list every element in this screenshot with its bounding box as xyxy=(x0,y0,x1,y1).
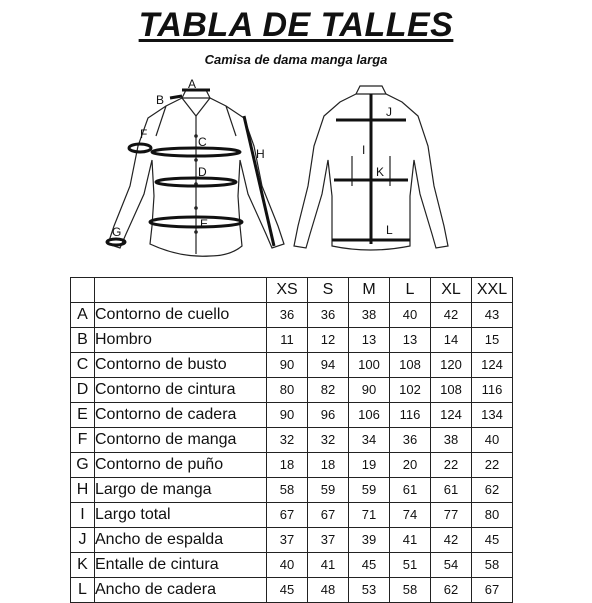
size-value-cell: 37 xyxy=(308,528,349,553)
size-value-cell: 34 xyxy=(349,428,390,453)
size-value-cell: 41 xyxy=(308,553,349,578)
size-header: XS xyxy=(267,278,308,303)
measurement-label: Entalle de cintura xyxy=(95,553,267,578)
measurement-label: Contorno de manga xyxy=(95,428,267,453)
measurement-label: Hombro xyxy=(95,328,267,353)
size-header: M xyxy=(349,278,390,303)
size-value-cell: 48 xyxy=(308,578,349,603)
size-value-cell: 90 xyxy=(267,403,308,428)
page-subtitle: Camisa de dama manga larga xyxy=(204,52,388,67)
size-header: S xyxy=(308,278,349,303)
size-value-cell: 15 xyxy=(472,328,513,353)
measurement-label: Largo total xyxy=(95,503,267,528)
measurement-label: Ancho de cadera xyxy=(95,578,267,603)
size-value-cell: 39 xyxy=(349,528,390,553)
back-measure-lines xyxy=(332,94,410,244)
front-letter-g: G xyxy=(112,225,122,239)
size-value-cell: 36 xyxy=(267,303,308,328)
table-row xyxy=(71,378,513,403)
table-row xyxy=(71,453,513,478)
size-header: XL xyxy=(431,278,472,303)
table-row xyxy=(71,578,513,603)
size-value-cell: 96 xyxy=(308,403,349,428)
size-value-cell: 58 xyxy=(390,578,431,603)
row-letter: D xyxy=(71,378,95,403)
size-value-cell: 102 xyxy=(390,378,431,403)
row-letter: G xyxy=(71,453,95,478)
size-value-cell: 100 xyxy=(349,353,390,378)
size-value-cell: 94 xyxy=(308,353,349,378)
size-value-cell: 59 xyxy=(349,478,390,503)
row-letter: C xyxy=(71,353,95,378)
size-value-cell: 51 xyxy=(390,553,431,578)
table-row xyxy=(71,353,513,378)
measurement-label: Contorno de cintura xyxy=(95,378,267,403)
size-table-body xyxy=(71,303,513,603)
size-value-cell: 11 xyxy=(267,328,308,353)
table-row xyxy=(71,503,513,528)
measurement-label: Largo de manga xyxy=(95,478,267,503)
size-value-cell: 67 xyxy=(308,503,349,528)
size-value-cell: 18 xyxy=(308,453,349,478)
size-table xyxy=(70,277,513,603)
size-value-cell: 37 xyxy=(267,528,308,553)
size-value-cell: 38 xyxy=(431,428,472,453)
size-value-cell: 74 xyxy=(390,503,431,528)
front-letter-e: E xyxy=(200,217,209,231)
size-value-cell: 58 xyxy=(472,553,513,578)
size-value-cell: 106 xyxy=(349,403,390,428)
size-value-cell: 14 xyxy=(431,328,472,353)
page-title-text: TABLA DE TALLES xyxy=(138,6,454,44)
size-value-cell: 19 xyxy=(349,453,390,478)
size-value-cell: 90 xyxy=(267,353,308,378)
size-value-cell: 62 xyxy=(431,578,472,603)
back-letter-j: J xyxy=(386,105,392,119)
measurement-label: Contorno de cadera xyxy=(95,403,267,428)
size-value-cell: 18 xyxy=(267,453,308,478)
size-value-cell: 90 xyxy=(349,378,390,403)
size-value-cell: 108 xyxy=(431,378,472,403)
size-value-cell: 82 xyxy=(308,378,349,403)
row-letter: L xyxy=(71,578,95,603)
back-letter-i: I xyxy=(362,143,366,157)
table-row xyxy=(71,328,513,353)
size-value-cell: 22 xyxy=(472,453,513,478)
front-letter-h: H xyxy=(256,147,265,161)
table-row xyxy=(71,303,513,328)
measurement-label: Contorno de puño xyxy=(95,453,267,478)
measurement-label: Contorno de cuello xyxy=(95,303,267,328)
size-value-cell: 67 xyxy=(472,578,513,603)
measurement-label: Ancho de espalda xyxy=(95,528,267,553)
size-value-cell: 12 xyxy=(308,328,349,353)
back-letter-k: K xyxy=(376,165,385,179)
size-value-cell: 77 xyxy=(431,503,472,528)
row-letter: B xyxy=(71,328,95,353)
size-value-cell: 40 xyxy=(472,428,513,453)
front-letter-b: B xyxy=(156,93,165,107)
size-value-cell: 41 xyxy=(390,528,431,553)
size-value-cell: 42 xyxy=(431,303,472,328)
size-value-cell: 62 xyxy=(472,478,513,503)
size-value-cell: 116 xyxy=(472,378,513,403)
size-value-cell: 32 xyxy=(267,428,308,453)
row-letter: J xyxy=(71,528,95,553)
size-value-cell: 54 xyxy=(431,553,472,578)
size-value-cell: 36 xyxy=(308,303,349,328)
measurement-label: Contorno de busto xyxy=(95,353,267,378)
size-value-cell: 124 xyxy=(431,403,472,428)
front-measure-lines xyxy=(107,90,274,246)
page-title xyxy=(0,6,592,45)
size-value-cell: 108 xyxy=(390,353,431,378)
row-letter: E xyxy=(71,403,95,428)
row-letter: K xyxy=(71,553,95,578)
size-value-cell: 71 xyxy=(349,503,390,528)
size-header: L xyxy=(390,278,431,303)
size-value-cell: 22 xyxy=(431,453,472,478)
size-value-cell: 40 xyxy=(267,553,308,578)
header-blank-label xyxy=(95,278,267,303)
header-blank-letter xyxy=(71,278,95,303)
front-letter-c: C xyxy=(198,135,207,149)
size-value-cell: 13 xyxy=(390,328,431,353)
size-value-cell: 134 xyxy=(472,403,513,428)
size-value-cell: 61 xyxy=(431,478,472,503)
size-value-cell: 124 xyxy=(472,353,513,378)
size-value-cell: 45 xyxy=(267,578,308,603)
size-value-cell: 20 xyxy=(390,453,431,478)
back-letter-l: L xyxy=(386,223,393,237)
size-value-cell: 116 xyxy=(390,403,431,428)
table-row xyxy=(71,478,513,503)
table-row xyxy=(71,428,513,453)
size-value-cell: 32 xyxy=(308,428,349,453)
front-letter-a: A xyxy=(188,77,197,91)
row-letter: I xyxy=(71,503,95,528)
size-value-cell: 80 xyxy=(472,503,513,528)
size-value-cell: 58 xyxy=(267,478,308,503)
size-value-cell: 13 xyxy=(349,328,390,353)
front-letter-f: F xyxy=(140,127,148,141)
row-letter: H xyxy=(71,478,95,503)
row-letter: F xyxy=(71,428,95,453)
size-value-cell: 61 xyxy=(390,478,431,503)
size-value-cell: 53 xyxy=(349,578,390,603)
size-value-cell: 59 xyxy=(308,478,349,503)
size-value-cell: 42 xyxy=(431,528,472,553)
size-value-cell: 36 xyxy=(390,428,431,453)
size-value-cell: 45 xyxy=(349,553,390,578)
size-value-cell: 40 xyxy=(390,303,431,328)
size-value-cell: 80 xyxy=(267,378,308,403)
table-row xyxy=(71,553,513,578)
size-header-row xyxy=(71,278,513,303)
row-letter: A xyxy=(71,303,95,328)
size-value-cell: 120 xyxy=(431,353,472,378)
table-row xyxy=(71,403,513,428)
table-row xyxy=(71,528,513,553)
size-value-cell: 43 xyxy=(472,303,513,328)
front-letter-d: D xyxy=(198,165,207,179)
shirt-diagram xyxy=(70,76,510,272)
size-header: XXL xyxy=(472,278,513,303)
size-value-cell: 38 xyxy=(349,303,390,328)
size-value-cell: 67 xyxy=(267,503,308,528)
size-value-cell: 45 xyxy=(472,528,513,553)
